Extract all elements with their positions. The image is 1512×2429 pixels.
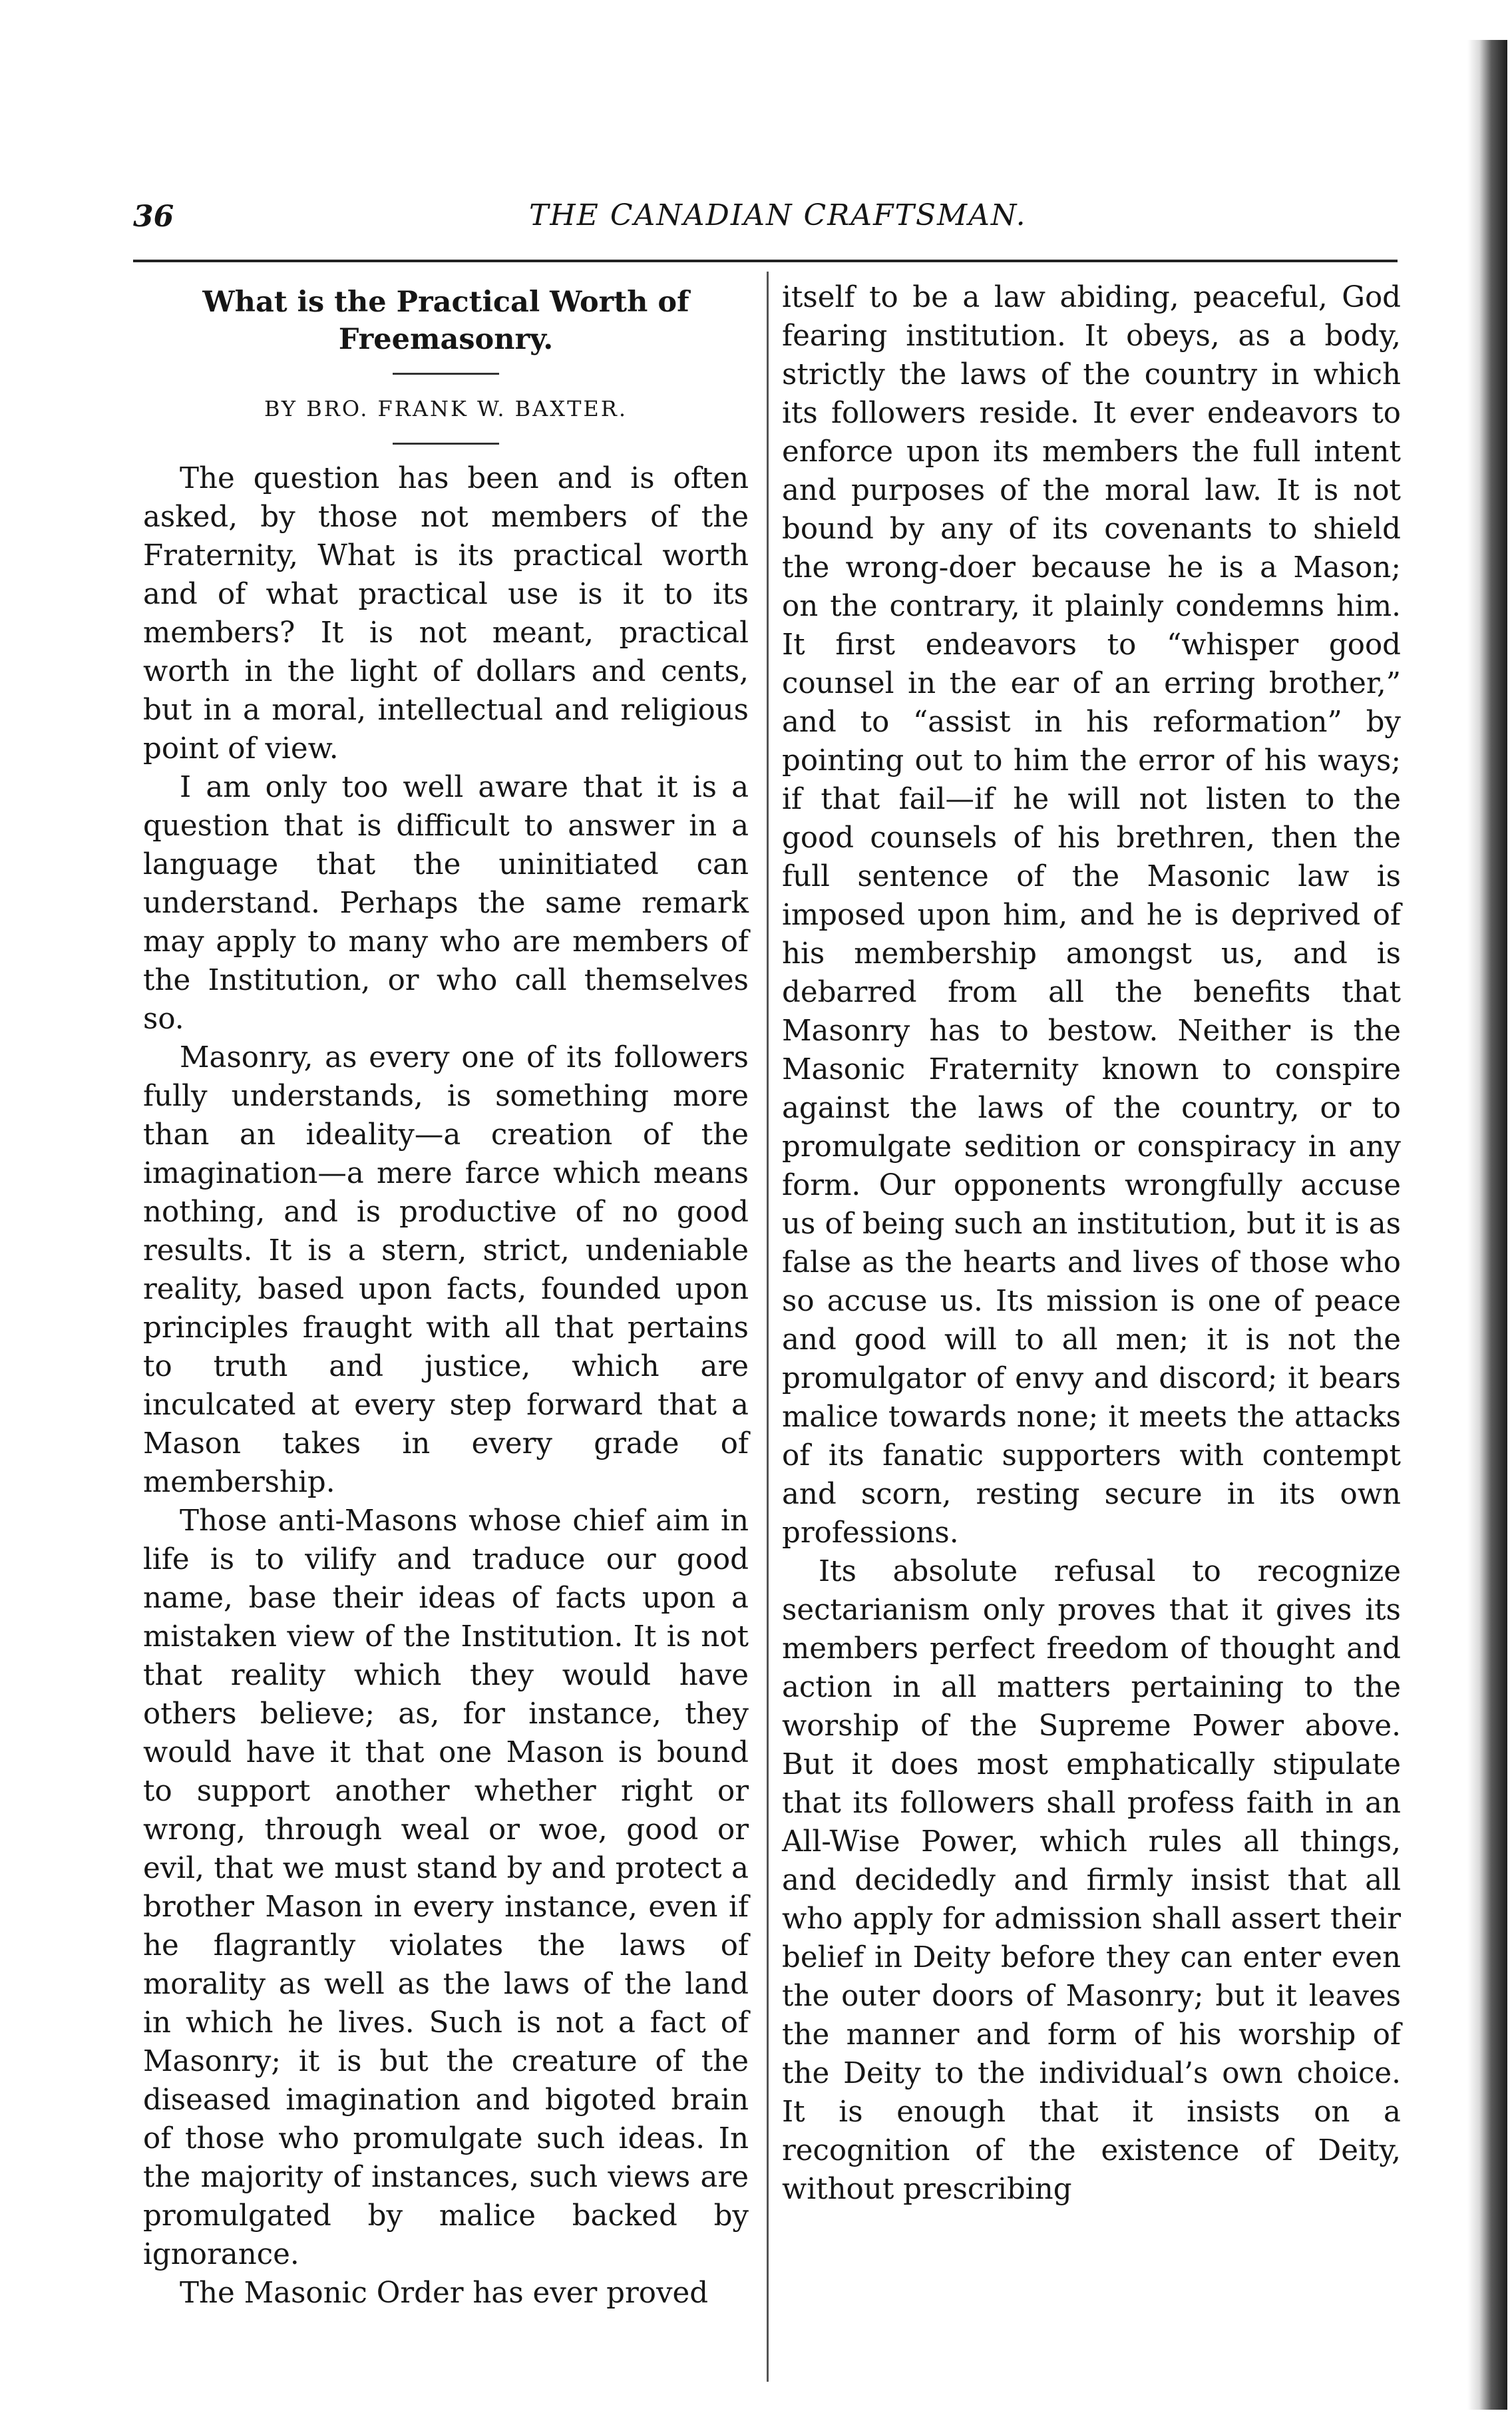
column-divider	[767, 272, 769, 2382]
right-column	[782, 278, 1401, 2209]
page-number: 36	[133, 200, 174, 234]
paragraph: The Masonic Order has ever proved	[180, 2277, 709, 2310]
paragraph: The question has been and is often asked, by those not members of the Fraternity, What is its practical worth and of what practical use is it to its members? It is not meant, practical worth in the light of dollars and cents, but in a moral, intellectual and religious point of view.	[143, 462, 749, 766]
title-rule	[393, 373, 499, 375]
left-column	[143, 278, 749, 2313]
byline-rule	[393, 443, 499, 445]
paragraph: I am only too well aware that it is a question that is difficult to answer in a language that the uninitiated can understand. Perhaps the same remark may apply to many who are members of the Institution, or who call themselves so.	[143, 771, 749, 1036]
running-head: THE CANADIAN CRAFTSMAN.	[529, 198, 1027, 232]
header-rule	[133, 260, 1398, 262]
page-edge-shadow	[1467, 40, 1507, 2410]
paragraph: Its absolute refusal to recognize sectarianism only proves that it gives its members perfect freedom of thought and action in all matters pertaining to the worship of the Supreme Power above. But it does most emphatically stipulate that its followers shall profess faith in an All-Wise Power, which rules all things, and decidedly and firmly insist that all who apply for admission shall assert their belief in Deity before they can enter even the outer doors of Masonry; but it leaves the manner and form of his worship of the Deity to the individual’s own choice. It is enough that it insists on a recognition of the existence of Deity, without prescribing	[782, 1555, 1401, 2206]
byline: BY BRO. FRANK W. BAXTER.	[264, 396, 628, 421]
article-title: What is the Practical Worth of Freemasonry.	[202, 286, 689, 356]
paragraph: Those anti-Masons whose chief aim in life is to vilify and traduce our good name, base their ideas of facts upon a mistaken view of the Institution. It is not that reality which they would have others believe; as, for instance, they would have it that one Mason is bound to support another whether right or wrong, through weal or woe, good or evil, that we must stand by and protect a brother Mason in every instance, even if he flagrantly violates the laws of morality as well as the laws of the land in which he lives. Such is not a fact of Masonry; it is but the creature of the diseased imagination and bigoted brain of those who promulgate such ideas. In the majority of instances, such views are promulgated by malice backed by ignorance.	[143, 1504, 749, 2271]
paragraph: Masonry, as every one of its followers fully understands, is something more than an ideality—a creation of the imagination—a mere farce which means nothing, and is productive of no good results. It is a stern, strict, undeniable reality, based upon facts, founded upon principles fraught with all that pertains to truth and justice, which are inculcated at every step forward that a Mason takes in every grade of membership.	[143, 1041, 749, 1499]
paragraph-continued: itself to be a law abiding, peaceful, God fearing institution. It obeys, as a body, strictly the laws of the country in which its followers reside. It ever endeavors to enforce upon its members the full intent and purposes of the moral law. It is not bound by any of its covenants to shield the wrong-doer because he is a Mason; on the contrary, it plainly condemns him. It first endeavors to “whisper good counsel in the ear of an erring brother,” and to “assist in his reformation” by pointing out to him the error of his ways; if that fail—if he will not listen to the good counsels of his brethren, then the full sentence of the Masonic law is imposed upon him, and he is deprived of his membership amongst us, and is debarred from all the benefits that Masonry has to bestow. Neither is the Masonic Fraternity known to conspire against the laws of the country, or to promulgate sedition or conspiracy in any form. Our opponents wrongfully accuse us of being such an institution, but it is as false as the hearts and lives of those who so accuse us. Its mission is one of peace and good will to all men; it is not the promulgator of envy and discord; it bears malice towards none; it meets the attacks of its fanatic supporters with contempt and scorn, resting secure in its own professions.	[782, 281, 1401, 1550]
